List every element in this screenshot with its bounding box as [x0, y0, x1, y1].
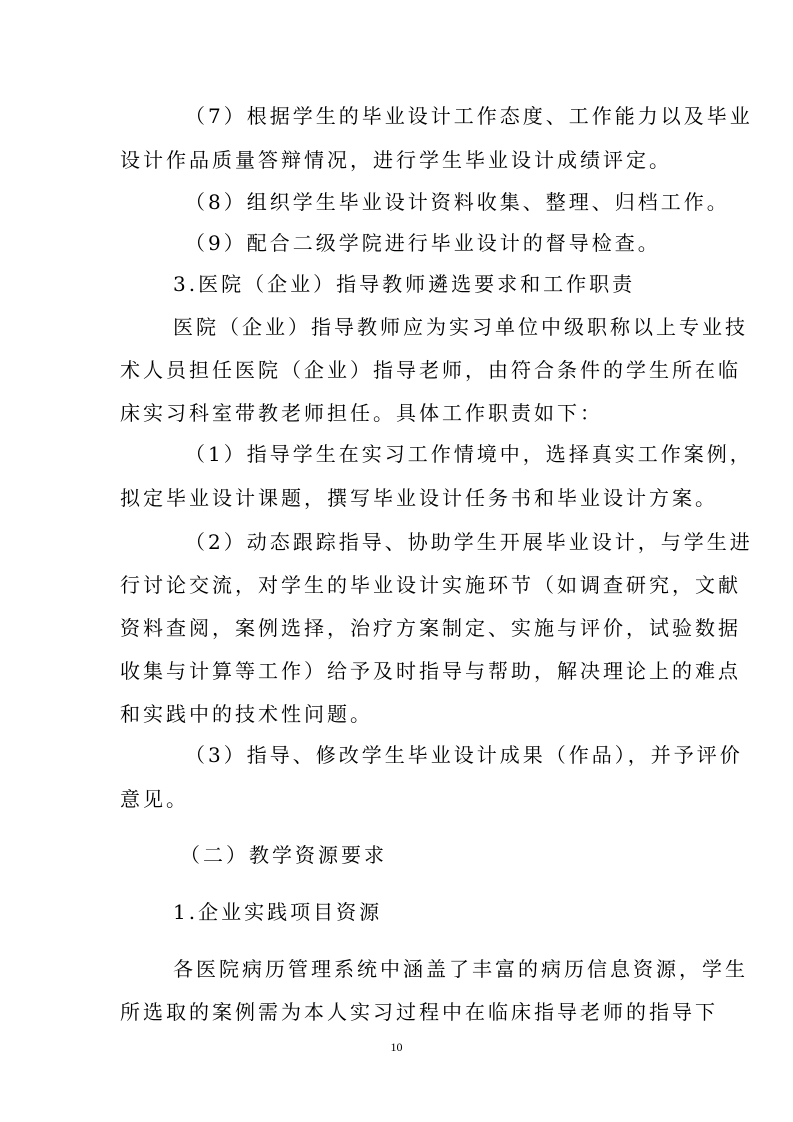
paragraph-line-13: 资料查阅，案例选择，治疗方案制定、实施与评价，试验数据: [120, 616, 741, 640]
paragraph-line-17: 意见。: [120, 787, 189, 811]
paragraph-line-20: 各医院病历管理系统中涵盖了丰富的病历信息资源，学生: [173, 957, 748, 981]
page-number: 10: [390, 1040, 403, 1054]
paragraph-line-7: 术人员担任医院（企业）指导老师，由符合条件的学生所在临: [120, 358, 741, 382]
paragraph-line-11: （2）动态跟踪指导、协助学生开展毕业设计，与学生进: [185, 530, 753, 554]
paragraph-line-14: 收集与计算等工作）给予及时指导与帮助，解决理论上的难点: [120, 659, 741, 683]
paragraph-line-4: （9）配合二级学院进行毕业设计的督导检查。: [185, 231, 661, 255]
paragraph-line-21: 所选取的案例需为本人实习过程中在临床指导老师的指导下: [120, 1000, 718, 1024]
paragraph-line-16: （3）指导、修改学生毕业设计成果（作品），并予评价: [185, 743, 743, 767]
paragraph-line-15: 和实践中的技术性问题。: [120, 702, 373, 726]
paragraph-line-1: （7）根据学生的毕业设计工作态度、工作能力以及毕业: [185, 104, 753, 128]
paragraph-line-10: 拟定毕业设计课题，撰写毕业设计任务书和毕业设计方案。: [120, 486, 718, 510]
paragraph-line-6: 医院（企业）指导教师应为实习单位中级职称以上专业技: [173, 315, 748, 339]
paragraph-line-2: 设计作品质量答辩情况，进行学生毕业设计成绩评定。: [120, 148, 672, 172]
section-heading-teaching-resources: （二）教学资源要求: [180, 843, 387, 867]
section-heading-enterprise-projects: 1.企业实践项目资源: [173, 900, 383, 924]
paragraph-line-12: 行讨论交流，对学生的毕业设计实施环节（如调查研究，文献: [120, 573, 741, 597]
paragraph-line-3: （8）组织学生毕业设计资料收集、整理、归档工作。: [185, 190, 730, 214]
section-heading-hospital-teachers: 3.医院（企业）指导教师遴选要求和工作职责: [173, 272, 636, 296]
paragraph-line-9: （1）指导学生在实习工作情境中，选择真实工作案例，: [185, 442, 753, 466]
paragraph-line-8: 床实习科室带教老师担任。具体工作职责如下：: [120, 401, 603, 425]
